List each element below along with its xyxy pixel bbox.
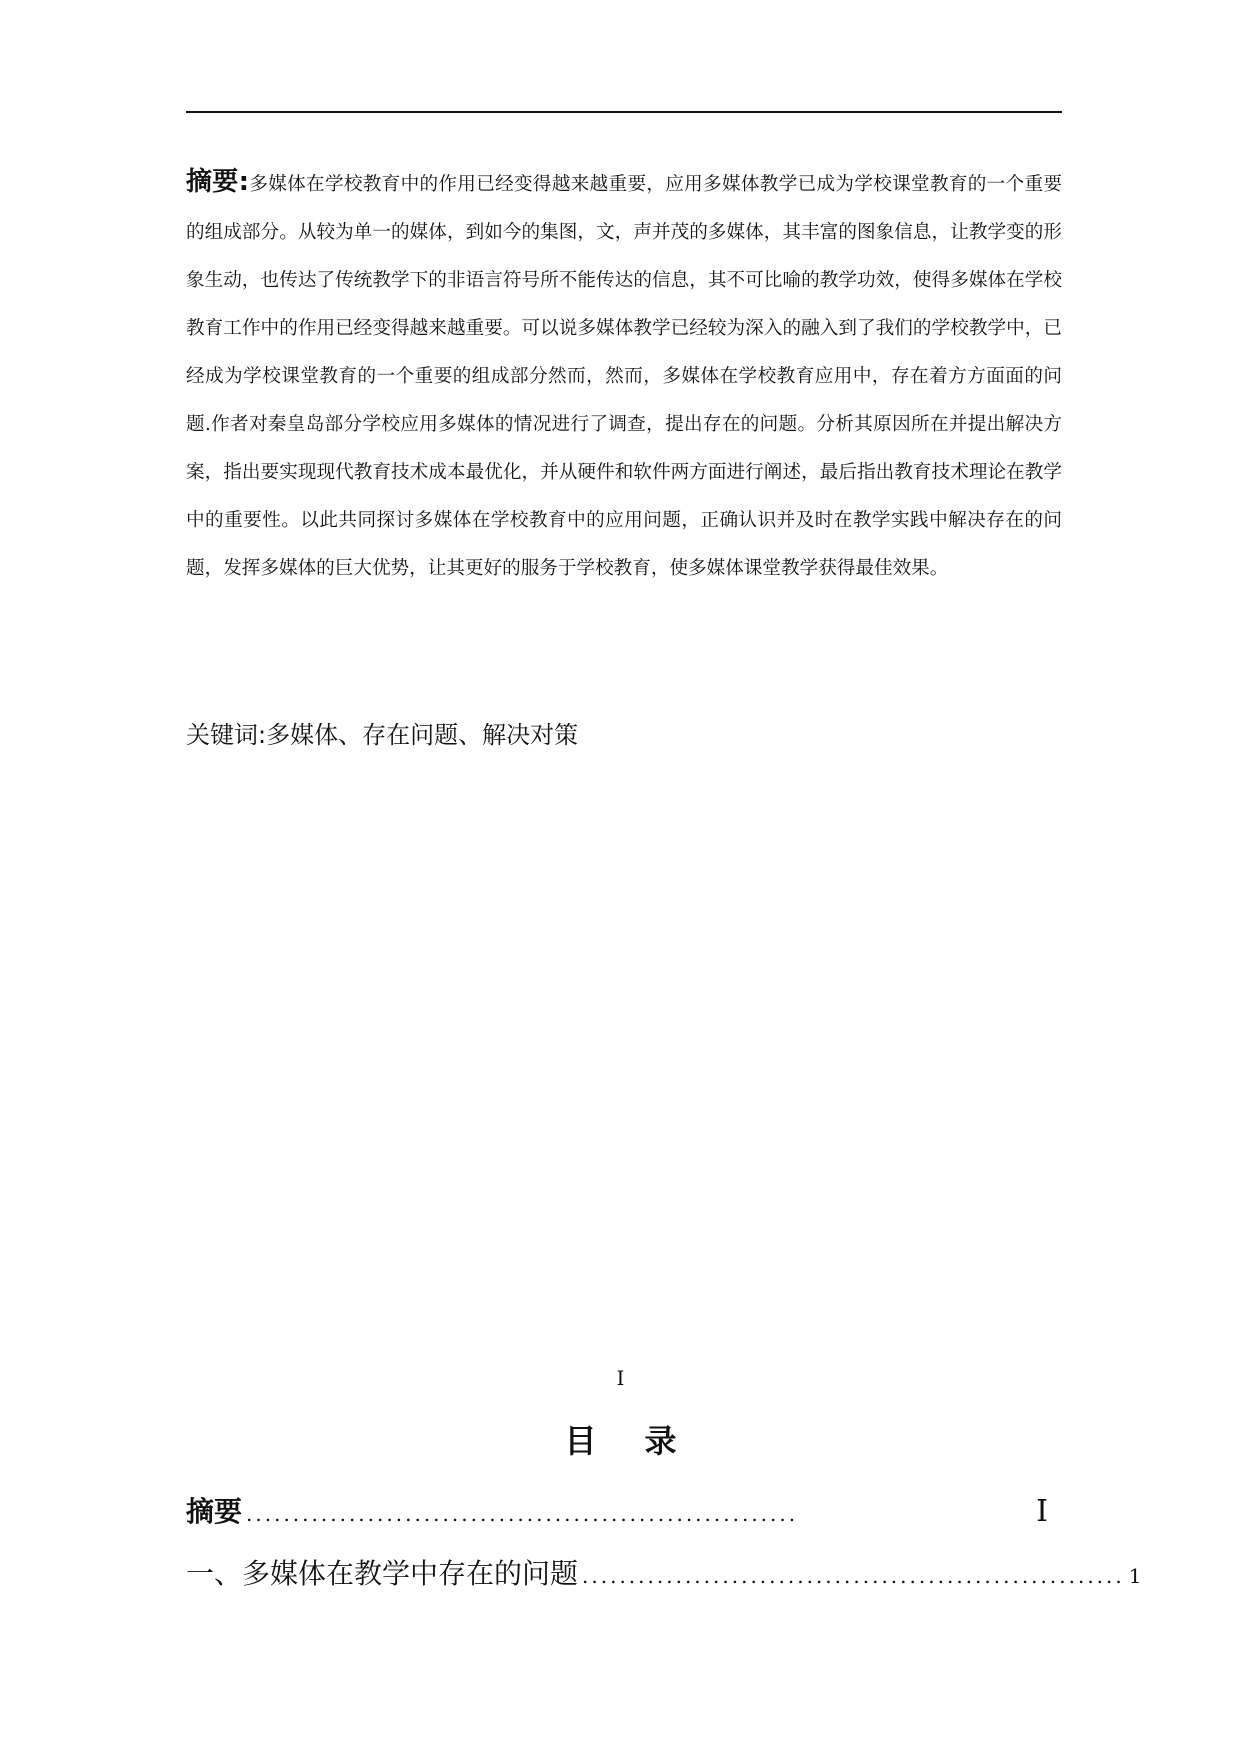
toc-entry-chapter-1[interactable] bbox=[186, 1552, 1142, 1598]
toc-title: 目录 bbox=[564, 1422, 725, 1460]
page-number: I bbox=[616, 1366, 625, 1390]
toc-leader-dots: .......................................................... bbox=[582, 1564, 1125, 1588]
toc-entry-abstract[interactable] bbox=[186, 1490, 1062, 1536]
toc-entry-label: 一、多媒体在教学中存在的问题 bbox=[186, 1557, 579, 1590]
toc-entry-page: I bbox=[1036, 1494, 1048, 1529]
abstract-label: 摘要: bbox=[186, 167, 250, 197]
header-rule bbox=[186, 111, 1062, 113]
keywords-value: 多媒体、存在问题、解决对策 bbox=[266, 721, 579, 749]
abstract-paragraph bbox=[186, 158, 1062, 593]
keywords-line bbox=[186, 718, 1062, 752]
keywords-label: 关键词: bbox=[186, 721, 267, 749]
toc-leader-dots: ........................................................... bbox=[246, 1502, 799, 1526]
abstract-body: 多媒体在学校教育中的作用已经变得越来越重要，应用多媒体教学已成为学校课堂教育的一个重要的组成部分。从较为单一的媒体，到如今的集图，文，声并茂的多媒体，其丰富的图象信息，让教学变的形象生动，也传达了传统教学下的非语言符号所不能传达的信息，其不可比喻的教学功效，使得多媒体在学校教育工作中的作用已经变得越来越重要。可以说多媒体教学已经较为深入的融入到了我们的学校教学中，已经成为学校课堂教育的一个重要的组成部分然而，然而，多媒体在学校教育应用中，存在着方方面面的问题.作者对秦皇岛部分学校应用多媒体的情况进行了调查，提出存在的问题。分析其原因所在并提出解决方案，指出要实现现代教育技术成本最优化，并从硬件和软件两方面进行阐述，最后指出教育技术理论在教学中的重要性。以此共同探讨多媒体在学校教育中的应用问题，正确认识并及时在教学实践中解决存在的问题，发挥多媒体的巨大优势，让其更好的服务于学校教育，使多媒体课堂教学获得最佳效果。 bbox=[186, 174, 1062, 579]
toc-entry-label: 摘要 bbox=[186, 1495, 243, 1528]
toc-entry-page: 1 bbox=[1128, 1564, 1142, 1588]
